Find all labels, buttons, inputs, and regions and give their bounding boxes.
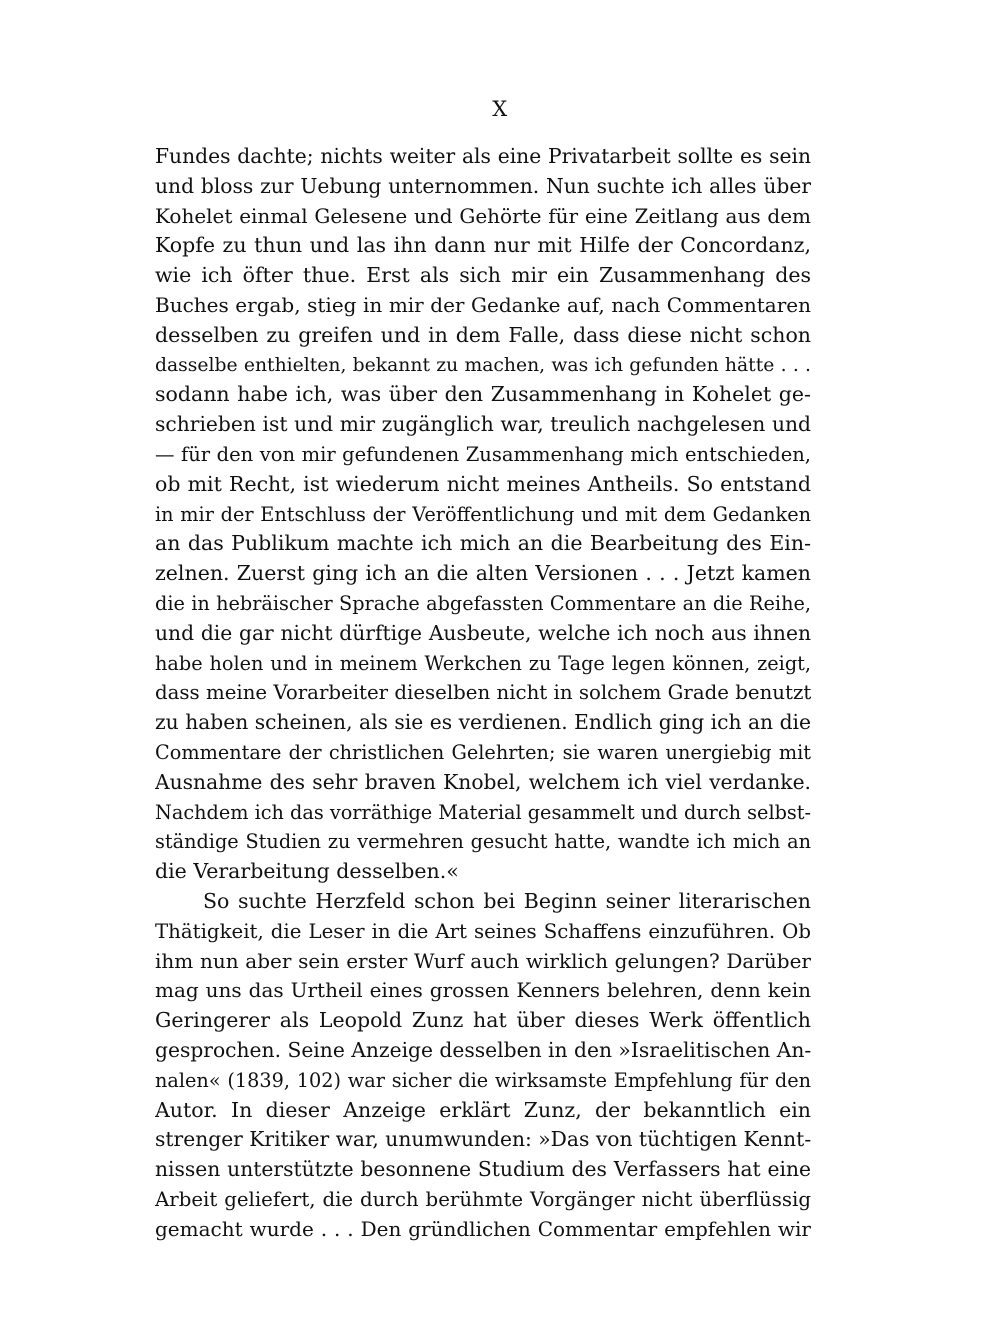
- text-line: — für den von mir gefundenen Zusammenhang mich entschieden,: [155, 442, 811, 466]
- text-line: So suchte Herzfeld schon bei Beginn seiner literarischen: [203, 888, 811, 913]
- text-line: Commentare der christlichen Gelehrten; sie waren unergiebig mit: [155, 740, 811, 764]
- text-line: mag uns das Urtheil eines grossen Kenners belehren, denn kein: [155, 978, 811, 1003]
- text-line: wie ich öfter thue. Erst als sich mir ein Zusammenhang des: [155, 263, 811, 288]
- text-line: nalen« (1839, 102) war sicher die wirksamste Empfehlung für den: [155, 1068, 811, 1092]
- text-line: strenger Kritiker war, unumwunden: »Das von tüchtigen Kennt-: [155, 1127, 811, 1152]
- text-line: die in hebräischer Sprache abgefassten Commentare an die Reihe,: [155, 591, 811, 615]
- text-line: gesprochen. Seine Anzeige desselben in den »Israelitischen An-: [155, 1037, 811, 1062]
- text-line: gemacht wurde . . . Den gründlichen Commentar empfehlen wir: [155, 1216, 811, 1241]
- text-line: an das Publikum machte ich mich an die Bearbeitung des Ein-: [155, 531, 811, 556]
- text-line: nissen unterstützte besonnene Studium des Verfassers hat eine: [155, 1157, 811, 1182]
- text-line: ständige Studien zu vermehren gesucht hatte, wandte ich mich an: [155, 830, 811, 854]
- text-line: Kopfe zu thun und las ihn dann nur mit Hilfe der Concordanz,: [155, 233, 811, 258]
- page-number: X: [492, 97, 508, 121]
- text-line: Nachdem ich das vorräthige Material gesammelt und durch selbst-: [155, 800, 811, 824]
- text-line: sodann habe ich, was über den Zusammenhang in Kohelet ge-: [155, 382, 811, 407]
- text-line: Kohelet einmal Gelesene und Gehörte für eine Zeitlang aus dem: [155, 203, 811, 228]
- text-line: Geringerer als Leopold Zunz hat über dieses Werk öffentlich: [155, 1008, 811, 1033]
- body-text: [155, 142, 811, 1244]
- text-line: desselben zu greifen und in dem Falle, dass diese nicht schon: [155, 322, 811, 347]
- text-line: ob mit Recht, ist wiederum nicht meines Antheils. So entstand: [155, 471, 811, 496]
- text-line: Fundes dachte; nichts weiter als eine Privatarbeit sollte es sein: [155, 144, 811, 168]
- text-line: Autor. In dieser Anzeige erklärt Zunz, der bekanntlich ein: [155, 1097, 811, 1122]
- text-line: Buches ergab, stieg in mir der Gedanke auf, nach Commentaren: [155, 292, 811, 317]
- text-line: dasselbe enthielten, bekannt zu machen, was ich gefunden hätte . . .: [155, 354, 811, 376]
- text-line: Thätigkeit, die Leser in die Art seines Schaffens einzuführen. Ob: [155, 919, 811, 943]
- text-line: habe holen und in meinem Werkchen zu Tage legen können, zeigt,: [155, 651, 811, 675]
- text-line: und bloss zur Uebung unternommen. Nun suchte ich alles über: [155, 173, 811, 198]
- text-line: und die gar nicht dürftige Ausbeute, welche ich noch aus ihnen: [155, 620, 811, 645]
- text-line: dass meine Vorarbeiter dieselben nicht in solchem Grade benutzt: [155, 681, 811, 705]
- text-line: ihm nun aber sein erster Wurf auch wirklich gelungen? Darüber: [155, 948, 811, 973]
- text-line: Ausnahme des sehr braven Knobel, welchem ich viel verdanke.: [155, 769, 811, 794]
- text-line: zu haben scheinen, als sie es verdienen. Endlich ging ich an die: [155, 710, 811, 735]
- text-line: in mir der Entschluss der Veröffentlichung und mit dem Gedanken: [155, 502, 811, 526]
- text-line: zelnen. Zuerst ging ich an die alten Versionen . . . Jetzt kamen: [155, 561, 811, 586]
- text-line: die Verarbeitung desselben.«: [155, 859, 459, 884]
- text-line: schrieben ist und mir zugänglich war, treulich nachgelesen und: [155, 412, 811, 437]
- text-line: Arbeit geliefert, die durch berühmte Vorgänger nicht überflüssig: [155, 1187, 811, 1211]
